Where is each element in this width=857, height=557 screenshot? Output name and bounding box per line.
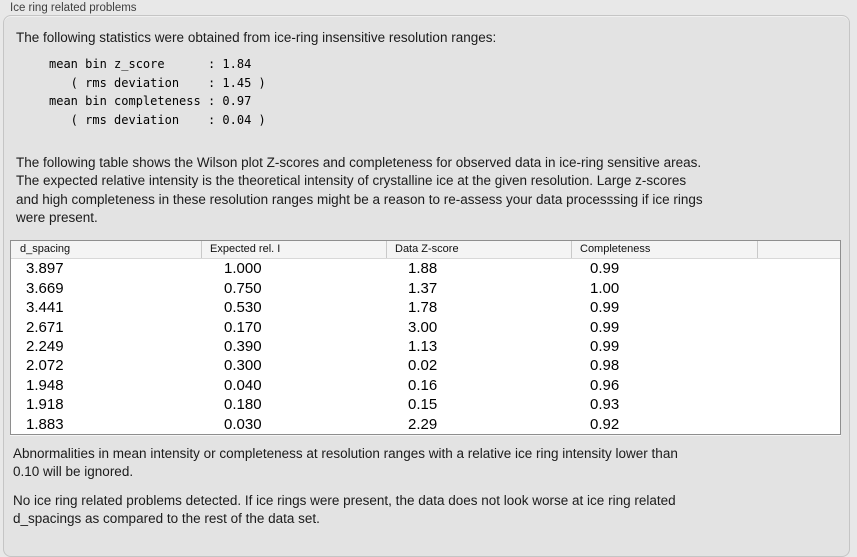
stat-mean-bin-z-score: mean bin z_score : 1.84 bbox=[49, 57, 252, 71]
cell-expected-rel-i: 0.030 bbox=[224, 415, 262, 433]
cell-d-spacing: 2.671 bbox=[26, 318, 64, 336]
table-header-row bbox=[11, 241, 840, 259]
cell-d-spacing: 1.883 bbox=[26, 415, 64, 433]
table-row[interactable] bbox=[11, 376, 840, 395]
stats-intro-text bbox=[16, 29, 496, 47]
cell-d-spacing: 2.072 bbox=[26, 357, 64, 375]
description-line: were present. bbox=[16, 210, 98, 226]
cell-expected-rel-i: 0.170 bbox=[224, 318, 262, 336]
description-line: and high completeness in these resolution ranges might be a reason to re-assess your data processsing if ice rings bbox=[16, 191, 703, 207]
cell-d-spacing: 3.897 bbox=[26, 260, 64, 278]
cell-data-z-score: 2.29 bbox=[408, 415, 438, 433]
cell-data-z-score: 1.37 bbox=[408, 279, 438, 297]
cell-data-z-score: 0.15 bbox=[408, 396, 438, 414]
stat-z-score-rms-deviation: ( rms deviation : 1.45 ) bbox=[49, 75, 266, 90]
column-header-data-z-score[interactable]: Data Z-score bbox=[386, 241, 571, 258]
conclusion-line: d_spacings as compared to the rest of the data set. bbox=[13, 511, 320, 527]
cell-expected-rel-i: 0.300 bbox=[224, 357, 262, 375]
cell-completeness: 0.99 bbox=[590, 299, 620, 317]
table-row[interactable] bbox=[11, 278, 840, 297]
column-header-empty bbox=[757, 241, 840, 258]
column-header-completeness[interactable]: Completeness bbox=[571, 241, 757, 258]
cell-completeness: 1.00 bbox=[590, 279, 620, 297]
table-row[interactable] bbox=[11, 317, 840, 336]
cell-completeness: 0.98 bbox=[590, 357, 620, 375]
cell-expected-rel-i: 0.040 bbox=[224, 376, 262, 394]
table-row[interactable] bbox=[11, 356, 840, 375]
cell-d-spacing: 1.918 bbox=[26, 396, 64, 414]
table-row[interactable] bbox=[11, 395, 840, 414]
column-header-expected-rel-i[interactable]: Expected rel. I bbox=[201, 241, 386, 258]
cell-expected-rel-i: 0.180 bbox=[224, 396, 262, 414]
table-description-text bbox=[16, 154, 703, 228]
cell-d-spacing: 1.948 bbox=[26, 376, 64, 394]
stat-completeness-rms-deviation: ( rms deviation : 0.04 ) bbox=[49, 112, 266, 127]
cell-completeness: 0.99 bbox=[590, 260, 620, 278]
table-row[interactable] bbox=[11, 298, 840, 317]
cell-completeness: 0.99 bbox=[590, 337, 620, 355]
ignore-rule-line: Abnormalities in mean intensity or completeness at resolution ranges with a relative ice ring intensity lower than bbox=[13, 446, 678, 461]
cell-d-spacing: 2.249 bbox=[26, 337, 64, 355]
cell-completeness: 0.92 bbox=[590, 415, 620, 433]
cell-completeness: 0.99 bbox=[590, 318, 620, 336]
cell-d-spacing: 3.669 bbox=[26, 279, 64, 297]
ignore-rule-text bbox=[13, 445, 678, 482]
ice-ring-table bbox=[10, 240, 841, 435]
cell-data-z-score: 1.88 bbox=[408, 260, 438, 278]
cell-expected-rel-i: 1.000 bbox=[224, 260, 262, 278]
panel-title: Ice ring related problems bbox=[10, 2, 137, 14]
stats-monospace-block bbox=[49, 55, 266, 129]
description-line: The following table shows the Wilson plot Z-scores and completeness for observed data in ice-ring sensitive areas. bbox=[16, 155, 702, 170]
cell-expected-rel-i: 0.750 bbox=[224, 279, 262, 297]
cell-data-z-score: 1.78 bbox=[408, 299, 438, 317]
ignore-rule-line: 0.10 will be ignored. bbox=[13, 464, 134, 480]
table-row[interactable] bbox=[11, 415, 840, 434]
conclusion-text bbox=[13, 492, 676, 529]
cell-data-z-score: 3.00 bbox=[408, 318, 438, 336]
cell-data-z-score: 0.16 bbox=[408, 376, 438, 394]
cell-data-z-score: 1.13 bbox=[408, 337, 438, 355]
column-header-d-spacing[interactable]: d_spacing bbox=[20, 243, 71, 255]
cell-data-z-score: 0.02 bbox=[408, 357, 438, 375]
conclusion-line: No ice ring related problems detected. If ice rings were present, the data does not look worse at ice ring related bbox=[13, 493, 676, 508]
cell-d-spacing: 3.441 bbox=[26, 299, 64, 317]
table-row[interactable] bbox=[11, 337, 840, 356]
table-row[interactable] bbox=[11, 259, 840, 278]
cell-expected-rel-i: 0.390 bbox=[224, 337, 262, 355]
stats-intro-line: The following statistics were obtained from ice-ring insensitive resolution ranges: bbox=[16, 30, 497, 45]
description-line: The expected relative intensity is the theoretical intensity of crystalline ice at the given resolution. Large z-scores bbox=[16, 173, 687, 189]
cell-completeness: 0.96 bbox=[590, 376, 620, 394]
cell-expected-rel-i: 0.530 bbox=[224, 299, 262, 317]
stat-mean-bin-completeness: mean bin completeness : 0.97 bbox=[49, 94, 252, 108]
cell-completeness: 0.93 bbox=[590, 396, 620, 414]
